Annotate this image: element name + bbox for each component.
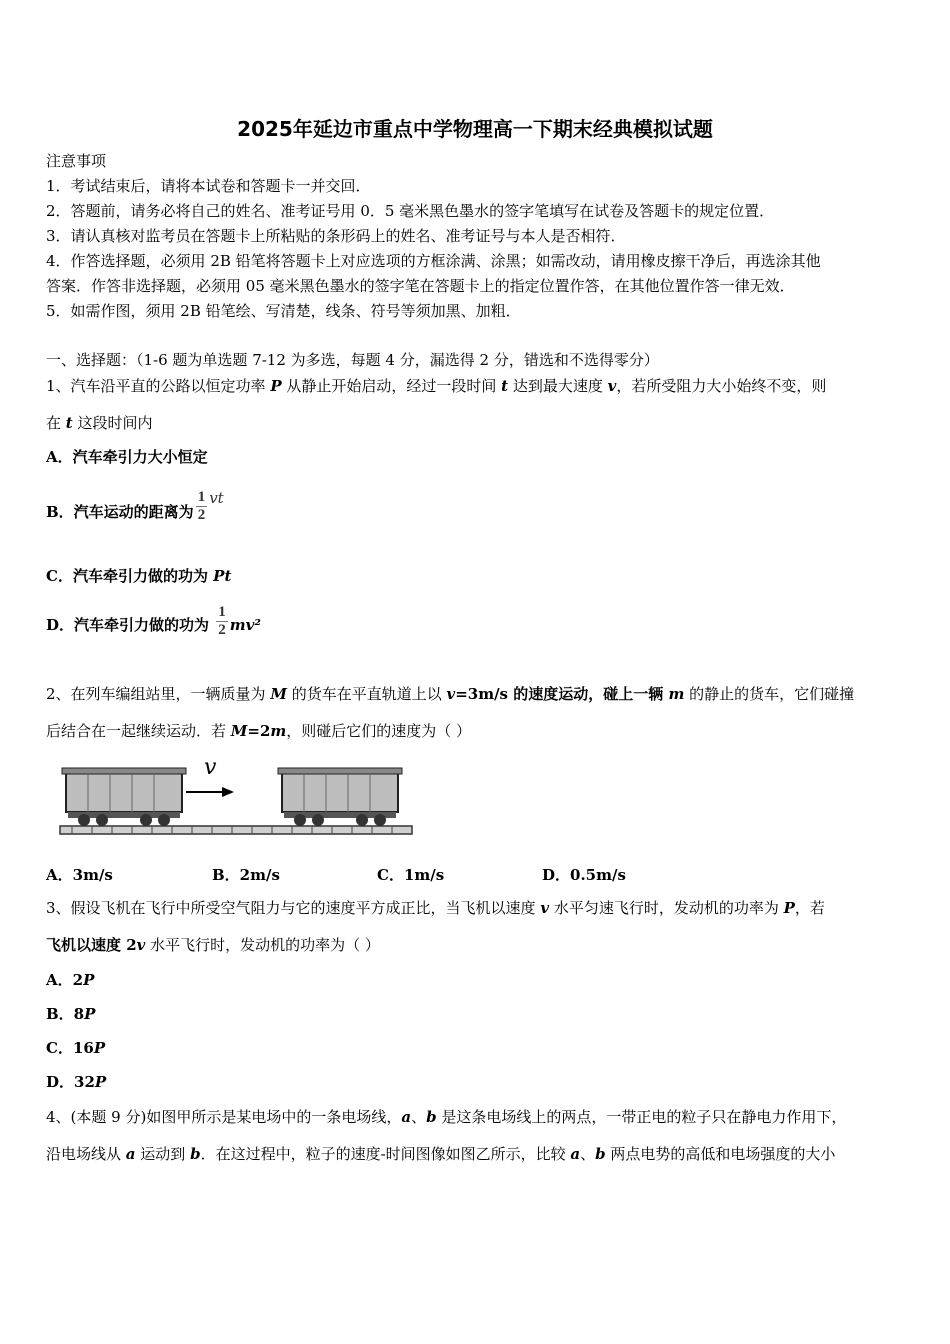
question-3-line-2: 飞机以速度 2v 水平飞行时，发动机的功率为（ ） (46, 936, 380, 954)
notice-item-2: 2．答题前，请务必将自己的姓名、准考证号用 0．5 毫米黑色墨水的签字笔填写在试卷及答题卡的规定位置． (46, 202, 775, 220)
velocity-label: v (204, 755, 217, 780)
question-2-option-b: B．2m/s (212, 866, 280, 884)
question-3-option-d: D．32P (46, 1073, 107, 1091)
question-2-option-d: D．0.5m/s (542, 866, 626, 884)
question-2-line-2: 后结合在一起继续运动．若 M=2m，则碰后它们的速度为（ ） (46, 722, 472, 740)
question-1-option-b: B．汽车运动的距离为 $\frac{1}{2}$ vt (46, 488, 224, 523)
question-3-option-a: A．2P (46, 971, 95, 989)
notice-heading: 注意事项 (46, 152, 107, 170)
notice-item-4-cont: 答案．作答非选择题，必须用 05 毫米黑色墨水的签字笔在答题卡上的指定位置作答，在其他位置作答一律无效． (46, 277, 795, 295)
question-1-line-2: 在 t 这段时间内 (46, 414, 153, 432)
fraction-half: $\frac{1}{2}$ (197, 488, 206, 523)
question-4-line-2: 沿电场线从 a 运动到 b．在这过程中，粒子的速度-时间图像如图乙所示，比较 a、b 两点电势的高低和电场强度的大小 (46, 1145, 836, 1163)
question-1-option-a: A．汽车牵引力大小恒定 (46, 448, 208, 466)
notice-item-3: 3．请认真核对监考员在答题卡上所粘贴的条形码上的姓名、准考证号与本人是否相符． (46, 227, 626, 245)
question-3-line-1: 3、假设飞机在飞行中所受空气阻力与它的速度平方成正比，当飞机以速度 v 水平匀速飞行时，发动机的功率为 P，若 (46, 899, 825, 917)
notice-item-5: 5．如需作图，须用 2B 铅笔绘、写清楚，线条、符号等须加黑、加粗． (46, 302, 521, 320)
fraction-half-d: $\frac{1}{2}$ (218, 603, 226, 638)
freight-car-moving (62, 768, 186, 826)
question-3-option-b: B．8P (46, 1005, 96, 1023)
train-cars-figure (58, 752, 418, 844)
question-1-option-c: C．汽车牵引力做的功为 Pt (46, 567, 232, 585)
page-title: 2025年延边市重点中学物理高一下期末经典模拟试题 (237, 117, 713, 141)
freight-car-stationary (278, 768, 402, 826)
question-2-line-1: 2、在列车编组站里，一辆质量为 M 的货车在平直轨道上以 v=3m/s 的速度运动，碰上一辆 m 的静止的货车，它们碰撞 (46, 685, 855, 703)
notice-item-1: 1．考试结束后，请将本试卷和答题卡一并交回． (46, 177, 371, 195)
section-heading: 一、选择题：（1-6 题为单选题 7-12 为多选，每题 4 分，漏选得 2 分，错选和不选得零分） (46, 351, 659, 369)
question-4-line-1: 4、(本题 9 分)如图甲所示是某电场中的一条电场线，a、b 是这条电场线上的两点，一带正电的粒子只在静电力作用下， (46, 1108, 847, 1126)
question-1-line-1: 1、汽车沿平直的公路以恒定功率 P 从静止开始启动，经过一段时间 t 达到最大速度 v，若所受阻力大小始终不变，则 (46, 377, 827, 395)
question-2-option-a: A．3m/s (46, 866, 113, 884)
question-1-option-d: D．汽车牵引力做的功为 $\frac{1}{2}$ mv² (46, 603, 261, 638)
question-2-option-c: C．1m/s (377, 866, 445, 884)
notice-item-4: 4．作答选择题，必须用 2B 铅笔将答题卡上对应选项的方框涂满、涂黑；如需改动，请用橡皮擦干净后，再选涂其他 (46, 252, 821, 270)
question-3-option-c: C．16P (46, 1039, 106, 1057)
